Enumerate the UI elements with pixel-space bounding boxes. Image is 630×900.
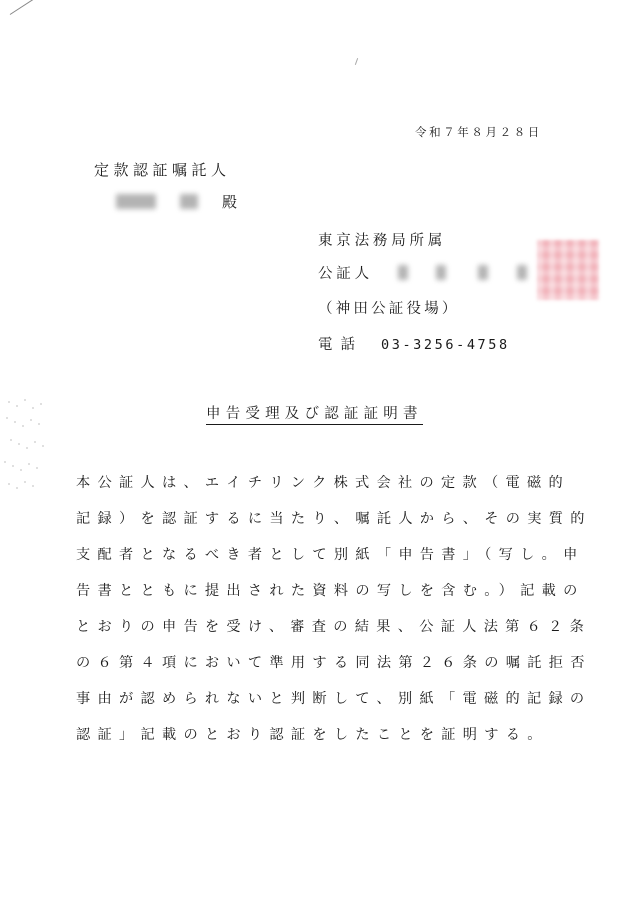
document-title: 申告受理及び認証証明書 [206, 402, 423, 425]
issuer-office: 東京法務局所属 [318, 233, 447, 249]
issue-date: 令和７年８月２８日 [415, 125, 542, 139]
scan-noise [0, 395, 46, 495]
addressee-name-row [112, 191, 252, 213]
honorific: 殿 [222, 193, 238, 211]
issuer-phone [318, 333, 510, 354]
redacted-name [180, 194, 198, 209]
redacted-name [116, 194, 156, 209]
body-line: 支配者となるべき者として別紙「申告書」（写し。申 [76, 547, 585, 563]
notary-name-redaction [0, 262, 630, 284]
phone-label: 電話 [318, 337, 363, 353]
redacted-name [478, 265, 488, 280]
notary-label: 公証人 [318, 266, 373, 282]
redacted-name [517, 265, 527, 280]
body-line: 告書とともに提出された資料の写しを含む。）記載の [76, 583, 585, 599]
scan-mark [10, 0, 37, 15]
redacted-name [436, 265, 446, 280]
redacted-name [398, 265, 408, 280]
body-line: 事由が認められないと判断して、別紙「電磁的記録の [76, 691, 592, 707]
body-line: の６第４項において準用する同法第２６条の嘱託拒否 [76, 655, 592, 671]
body-line: 記録）を認証するに当たり、嘱託人から、その実質的 [76, 511, 592, 527]
scan-mark [355, 58, 358, 65]
body-line: とおりの申告を受け、審査の結果、公証人法第６２条 [76, 619, 592, 635]
body-line: 認証」記載のとおり認証をしたことを証明する。 [76, 727, 549, 743]
phone-number: 03-3256-4758 [381, 337, 510, 353]
issuer-office-place: （神田公証役場） [318, 301, 460, 317]
addressee-label: 定款認証嘱託人 [94, 161, 231, 179]
redacted-seal [537, 240, 599, 300]
body-line: 本公証人は、エイチリンク株式会社の定款（電磁的 [76, 475, 570, 491]
